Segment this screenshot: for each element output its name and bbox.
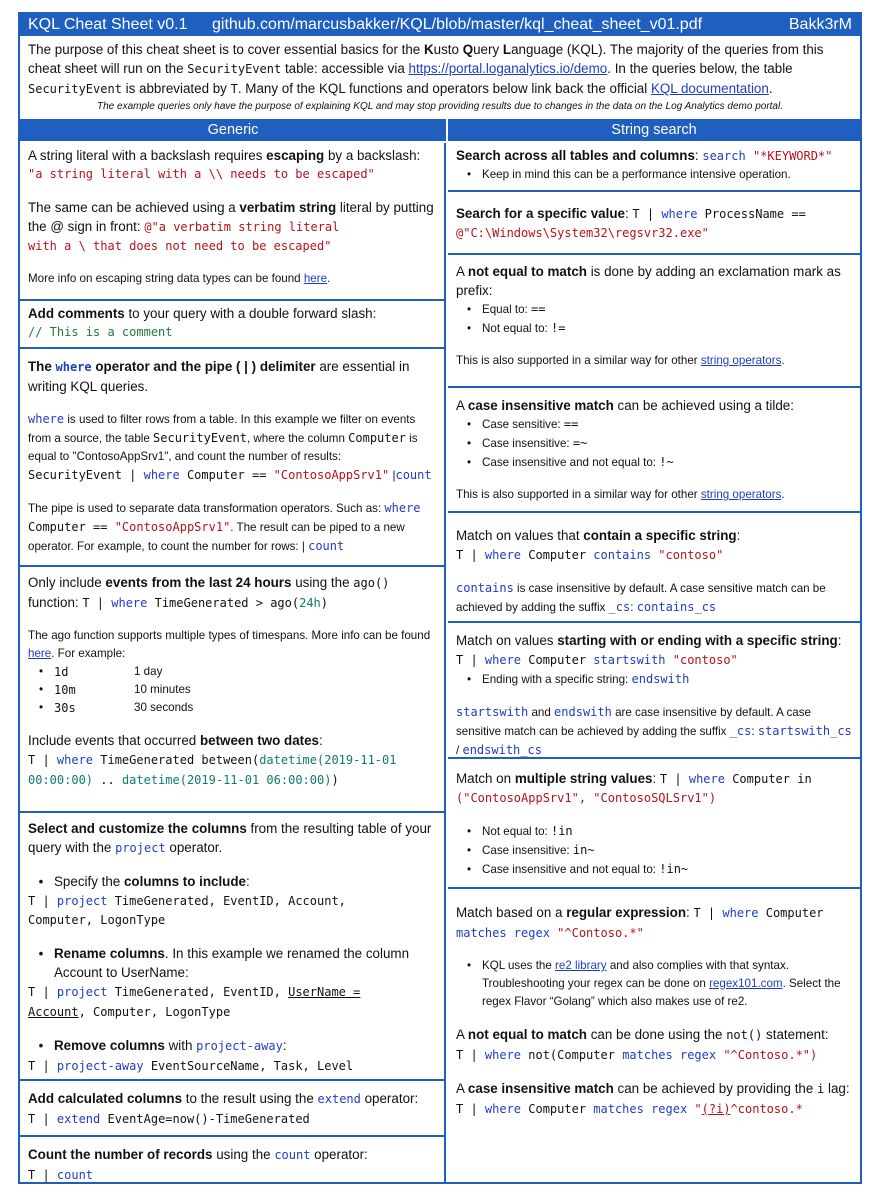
text-fragment: count (395, 468, 432, 482)
text-fragment: usto (433, 42, 463, 57)
text-fragment: . For example: (51, 647, 126, 660)
text-fragment: Computer == (28, 520, 115, 534)
text-fragment: EventAge=now()-TimeGenerated (100, 1112, 310, 1126)
text-fragment: table: accessible via (281, 61, 409, 76)
text-fragment: T | (456, 653, 485, 667)
escaping-info-link[interactable]: here (303, 272, 328, 285)
text-fragment: // This is a comment (28, 325, 173, 339)
text-fragment: can be done using the (586, 1027, 727, 1042)
text-fragment: multiple string values (514, 771, 653, 786)
text-fragment: where (111, 596, 148, 610)
text-fragment: K (423, 42, 434, 57)
text-fragment: Specify the (54, 874, 124, 889)
text-fragment: TimeGenerated > ago( (147, 596, 300, 610)
text-fragment: matches regex (456, 926, 550, 940)
string-search-column (448, 143, 860, 1182)
text-fragment: Case insensitive: (482, 437, 573, 450)
regex101-link[interactable]: regex101.com (709, 977, 783, 990)
text-fragment: Case insensitive and not equal to: (482, 863, 660, 876)
text-fragment: is abbreviated by (121, 81, 231, 96)
text-fragment: count (274, 1148, 311, 1162)
text-fragment: Select and customize the columns (28, 821, 247, 836)
text-fragment: : (624, 206, 633, 221)
text-fragment: Match on values (456, 633, 558, 648)
text-fragment: T | (693, 906, 723, 920)
text-fragment: Include events that occurred (28, 733, 200, 748)
escaping-section (20, 143, 444, 301)
text-fragment: project-away (56, 1059, 144, 1073)
text-fragment: between two dates (199, 733, 320, 748)
text-fragment: 00:00:00) (28, 773, 94, 787)
text-fragment: regular expression (566, 905, 687, 920)
text-fragment: T | (28, 894, 57, 908)
text-fragment: case insensitive match (467, 398, 614, 413)
text-fragment: A (456, 1027, 468, 1042)
text-fragment: T | (28, 1168, 57, 1182)
text-fragment: T | (28, 1059, 57, 1073)
text-fragment: A string literal with a backslash requires (28, 148, 267, 163)
text-fragment: A (456, 398, 468, 413)
text-fragment: in~ (572, 843, 595, 857)
text-fragment: : (686, 905, 694, 920)
text-fragment: Account (54, 965, 103, 980)
text-fragment: Computer (348, 431, 406, 445)
text-fragment: not equal to match (467, 264, 587, 279)
text-fragment: Count the number of records (28, 1147, 213, 1162)
timespan-info-link[interactable]: here (28, 647, 52, 660)
text-fragment: EventSourceName, Task, Level (143, 1059, 354, 1073)
text-fragment: to (102, 965, 121, 980)
text-fragment: The purpose of this cheat sheet is to cover essential basics for the (28, 42, 424, 57)
text-fragment: Search across all tables and columns (456, 148, 695, 163)
text-fragment: Computer in (724, 772, 812, 786)
string-operators-link[interactable]: string operators (700, 488, 782, 501)
text-fragment: escaping (266, 148, 325, 163)
startswith-section: Match on values starting with or ending with a specific string: T | where Computer startswith "contoso" • Ending with a specific string: endswith startswith and endswith are case insensitive by default. A case sensitive match can be achieved by adding the suffix _cs: startswith_cs / endswith_cs (448, 623, 860, 759)
disclaimer-note: The example queries only have the purpose of explaining KQL and may stop providing results due to changes in the data on the Log Analytics demo portal. (97, 101, 783, 112)
text-fragment: Computer (521, 653, 594, 667)
text-fragment: T | (28, 753, 57, 767)
text-fragment: 30s (54, 701, 76, 715)
text-fragment: "contoso" (651, 548, 724, 562)
text-fragment: can be achieved by providing the (613, 1081, 818, 1096)
text-fragment: Match on values that (456, 528, 584, 543)
text-fragment: where (484, 1102, 522, 1116)
text-fragment: extend (56, 1112, 101, 1126)
text-fragment: endswith (554, 705, 612, 719)
text-fragment: Remove columns (54, 1038, 165, 1053)
where-pipe-section (20, 349, 444, 567)
text-fragment: T | (456, 1048, 485, 1062)
text-fragment: . (781, 488, 785, 501)
text-fragment: from the resulting table of your query with the (28, 821, 432, 855)
text-fragment: , where the column (246, 432, 349, 445)
text-fragment: is used to filter rows from a table. In this example we filter on events from a source, the table (28, 413, 416, 445)
text-fragment: The ago function supports multiple types of timespans. More info can be found (28, 629, 431, 642)
extend-section (20, 1081, 444, 1137)
text-fragment: T | (82, 596, 112, 610)
text-fragment: " (687, 1102, 702, 1116)
text-fragment: where (143, 468, 180, 482)
text-fragment: "contoso" (665, 653, 738, 667)
text-fragment: by a backslash: (324, 148, 421, 163)
text-fragment: . The result can be piped to a new operator. For example, to count the number for rows: | (28, 521, 405, 553)
kql-documentation-link[interactable]: KQL documentation (650, 81, 769, 96)
text-fragment: Computer (521, 1102, 594, 1116)
text-fragment: (?i) (701, 1102, 731, 1116)
text-fragment: where (484, 653, 522, 667)
text-fragment: SecurityEvent (28, 82, 122, 96)
text-fragment: : (245, 874, 250, 889)
text-fragment: Computer == (179, 468, 274, 482)
text-fragment: statement: (762, 1027, 829, 1042)
comments-section (20, 301, 444, 349)
text-fragment: !in (550, 824, 573, 838)
text-fragment: / (456, 744, 460, 757)
text-fragment: Account (28, 1005, 79, 1019)
text-fragment: . (768, 81, 773, 96)
text-fragment: datetime(2019-11-01 (259, 753, 397, 767)
text-fragment: where (661, 207, 698, 221)
text-fragment: : (652, 771, 660, 786)
text-fragment: Computer (521, 548, 594, 562)
text-fragment: != (550, 321, 566, 335)
text-fragment: count (56, 1168, 94, 1182)
text-fragment: KQL uses the (482, 959, 556, 972)
text-fragment: _cs (729, 724, 752, 738)
text-fragment: lag: (824, 1081, 850, 1096)
text-fragment: is equal to "ContosoAppSrv1", and count the number of results: (28, 432, 418, 463)
text-fragment: project (115, 841, 166, 855)
text-fragment: TimeGenerated between( (93, 753, 260, 767)
text-fragment: . (781, 354, 785, 367)
text-fragment: contains (456, 581, 514, 595)
text-fragment: Case insensitive and not equal to: (482, 456, 660, 469)
text-fragment: SecurityEvent (153, 431, 247, 445)
timespan-item: • 30s 30 seconds (38, 701, 194, 715)
text-fragment: Q (462, 42, 474, 57)
text-fragment: . In this example we renamed the column (164, 946, 410, 961)
text-fragment: The same can be achieved using a (28, 200, 240, 215)
text-fragment: : (185, 965, 189, 980)
text-fragment: : (319, 733, 323, 748)
text-fragment: "a string literal with a \\ needs to be escaped" (28, 167, 375, 181)
text-fragment: is done by adding an exclamation mark as prefix: (456, 264, 841, 298)
text-fragment: uery (473, 42, 503, 57)
text-fragment: Ending with a specific string: (482, 673, 632, 686)
text-fragment: to your query with a double forward slash: (124, 306, 377, 321)
text-fragment: operator: (310, 1147, 368, 1162)
not-equal-section: A not equal to match is done by adding an exclamation mark as prefix: • Equal to: == • Not equal to: != This is also supported in a similar way for other string operators. (448, 255, 860, 388)
text-fragment: @"a verbatim string literal (144, 220, 340, 234)
text-fragment: Equal to: (482, 303, 531, 316)
text-fragment: . (327, 272, 331, 285)
text-fragment: where (688, 772, 725, 786)
text-fragment: : (837, 633, 842, 648)
text-fragment: Search for a specific value (456, 206, 625, 221)
text-fragment: where (56, 753, 94, 767)
text-fragment: TimeGenerated, EventID, Account, (107, 894, 346, 908)
title-bar (20, 14, 860, 36)
text-fragment: events from the last 24 hours (105, 575, 292, 590)
text-fragment: _cs (608, 600, 631, 614)
text-fragment: 24h (299, 596, 321, 610)
text-fragment: to the result using the (182, 1091, 318, 1106)
text-fragment: The (28, 359, 56, 374)
text-fragment: SecurityEvent | (28, 468, 144, 482)
text-fragment: | (389, 469, 396, 482)
text-fragment: anguage (KQL). The majority of the queries from this cheat sheet will run on the (28, 42, 824, 76)
text-fragment: . Select the regex Flavor “Golang” which also makes use of re2. (482, 977, 841, 1008)
text-fragment: Only include (28, 575, 106, 590)
text-fragment: The pipe is used to separate data transformation operators. Such as: (28, 502, 385, 515)
text-fragment: contains_cs (636, 600, 717, 614)
text-fragment: UserName = (288, 985, 361, 999)
text-fragment: with a \ that does not need to be escaped" (28, 239, 332, 253)
text-fragment: 30 seconds (134, 701, 194, 714)
text-fragment: : (736, 528, 741, 543)
text-fragment: not(Computer (521, 1048, 623, 1062)
text-fragment: : (694, 148, 703, 163)
text-fragment: startswith (456, 705, 529, 719)
text-fragment: Not equal to: (482, 825, 551, 838)
text-fragment: T | (632, 207, 662, 221)
text-fragment: and (528, 706, 555, 719)
text-fragment: . In the queries below, the table (607, 61, 793, 76)
text-fragment: where (722, 906, 759, 920)
text-fragment: with (164, 1038, 197, 1053)
text-fragment: extend (317, 1092, 361, 1106)
text-fragment: @"C:\Windows\System32\regsvr32.exe" (456, 226, 709, 240)
intro-paragraph (20, 36, 860, 119)
source-url[interactable]: github.com/marcusbakker/KQL/blob/master/kql_cheat_sheet_v01.pdf (212, 16, 703, 33)
text-fragment: matches regex (622, 1048, 717, 1062)
text-fragment: not() (726, 1028, 763, 1042)
text-fragment: ago() (353, 576, 390, 590)
text-fragment: operator and the pipe ( | ) delimiter (91, 359, 316, 374)
text-fragment: Add calculated columns (28, 1091, 183, 1106)
multiple-values-section: Match on multiple string values: T | where Computer in ("ContosoAppSrv1", "ContosoSQLSrv1") • Not equal to: !in • Case insensitive: in~ • Case insensitive and not equal to: !in~ (448, 759, 860, 889)
text-fragment: Computer, LogonType (28, 913, 166, 927)
text-fragment: where (384, 501, 421, 515)
text-fragment: SecurityEvent (187, 62, 282, 76)
text-fragment: datetime(2019-11-01 06:00:00) (121, 773, 332, 787)
text-fragment: where (484, 548, 522, 562)
text-fragment: function: (28, 595, 83, 610)
text-fragment: ^contoso.* (730, 1102, 803, 1116)
text-fragment: operator. (165, 840, 223, 855)
text-fragment: columns to include (123, 874, 246, 889)
contains-section (448, 513, 860, 623)
text-fragment: !~ (659, 455, 674, 469)
text-fragment: This is also supported in a similar way for other (456, 488, 701, 501)
text-fragment: Case sensitive: (482, 418, 564, 431)
text-fragment: "*KEYWORD*" (745, 149, 833, 163)
text-fragment: Computer (758, 906, 824, 920)
text-fragment: 10m (54, 683, 76, 697)
text-fragment: startswith_cs (757, 724, 852, 738)
regex-section: Match based on a regular expression: T | where Computer matches regex "^Contoso.*" • KQL uses the re2 library and also complies with that syntax. Troubleshooting your regex can be done on regex101.com. Select the regex Flavor “Golang” which also makes use of re2. A not equal to match can be done using the not() statement: T | where not(Computer matches regex "^Contoso.*") A case insensitive match can be achieved by providing the i lag: T | where Computer matches regex "(?i)^contoso.* (456, 905, 850, 1116)
text-fragment: contains (593, 548, 652, 562)
text-fragment: ("ContosoAppSrv1", "ContosoSQLSrv1") (456, 791, 717, 805)
text-fragment: using the (291, 575, 354, 590)
text-fragment: operator: (360, 1091, 419, 1106)
re2-library-link[interactable]: re2 library (555, 959, 607, 972)
text-fragment: ) (320, 596, 329, 610)
text-fragment: T | (28, 985, 57, 999)
cheat-sheet (18, 12, 862, 1184)
text-fragment: contain a specific string (583, 528, 737, 543)
text-fragment: == (531, 302, 546, 316)
text-fragment: !in~ (659, 862, 689, 876)
text-fragment: Not equal to: (482, 322, 551, 335)
text-fragment: : (751, 725, 758, 738)
text-fragment: A (456, 1081, 468, 1096)
generic-column (20, 143, 446, 1182)
text-fragment: : (282, 1038, 287, 1053)
text-fragment: Add comments (28, 306, 125, 321)
text-fragment: where (484, 1048, 522, 1062)
text-fragment: where (28, 412, 65, 426)
text-fragment: Case insensitive: (482, 844, 573, 857)
project-section: Select and customize the columns from the resulting table of your query with the project operator. • Specify the columns to include: T | project TimeGenerated, EventID, Account, Computer, LogonType • Rename columns. In this example we renamed the column Account to UserName: T | project TimeGenerated, EventID, UserName = Account, Computer, LogonType • Remove columns with project-away: T | project-away EventSourceName, Task, Level (20, 813, 444, 1081)
text-fragment: using the (212, 1147, 275, 1162)
text-fragment: "^Contoso.*" (549, 926, 644, 940)
ago-section (20, 567, 444, 813)
text-fragment: 1d (54, 665, 69, 679)
text-fragment: project-away (196, 1039, 283, 1053)
text-fragment: can be achieved using a tilde: (613, 398, 794, 413)
text-fragment: are case insensitive by default. A case sensitive match can be achieved by adding the suffix (456, 706, 811, 738)
text-fragment: A (456, 264, 468, 279)
timespan-item: • 10m 10 minutes (38, 683, 191, 697)
text-fragment: count (308, 539, 345, 553)
specific-value-section (448, 192, 860, 255)
text-fragment: project (56, 894, 108, 908)
text-fragment: TimeGenerated, EventID, (107, 985, 289, 999)
text-fragment: i (817, 1082, 825, 1096)
string-search-header: String search (448, 119, 860, 141)
text-fragment: ) (331, 773, 339, 787)
text-fragment: . Many of the KQL functions and operators below link back the official (237, 81, 651, 96)
text-fragment: 1 day (134, 665, 163, 678)
text-fragment: is case insensitive by default. A case sensitive match can be achieved by adding the suffix (456, 582, 826, 614)
text-fragment: project (56, 985, 108, 999)
text-fragment: are essential in writing KQL queries. (28, 359, 410, 394)
text-fragment: .. (93, 773, 122, 787)
text-fragment: Keep in mind this can be a performance intensive operation. (482, 168, 791, 181)
text-fragment: , Computer, LogonType (78, 1005, 231, 1019)
text-fragment: UserName (121, 965, 185, 980)
generic-header: Generic (20, 119, 446, 141)
text-fragment: T | (456, 1102, 485, 1116)
demo-portal-link[interactable]: https://portal.loganalytics.io/demo (408, 61, 608, 76)
text-fragment: and also complies with that syntax. Troubleshooting your regex can be done on (482, 959, 789, 990)
author: Bakk3rM (788, 16, 852, 33)
text-fragment: search (702, 149, 746, 163)
text-fragment: endswith (631, 672, 690, 686)
text-fragment: case insensitive match (467, 1081, 614, 1096)
text-fragment: Match based on a (456, 905, 567, 920)
text-fragment: T | (456, 548, 485, 562)
text-fragment: T (230, 82, 238, 96)
text-fragment: L (502, 42, 512, 57)
text-fragment: startswith (593, 653, 666, 667)
text-fragment: literal by putting the @ sign in front: (28, 200, 434, 234)
sheet-title: KQL Cheat Sheet v0.1 (28, 16, 188, 33)
text-fragment: : (630, 601, 637, 614)
text-fragment: "ContosoAppSrv1" (273, 468, 390, 482)
string-operators-link[interactable]: string operators (700, 354, 782, 367)
timespan-item: • 1d 1 day (38, 665, 163, 679)
text-fragment: T | (28, 1112, 57, 1126)
text-fragment: More info on escaping string data types can be found (28, 272, 304, 285)
text-fragment: ProcessName == (697, 207, 806, 221)
text-fragment: This is also supported in a similar way for other (456, 354, 701, 367)
text-fragment: "ContosoAppSrv1" (114, 520, 231, 534)
search-all-section: Search across all tables and columns: search "*KEYWORD*" • Keep in mind this can be a performance intensive operation. (448, 143, 860, 192)
text-fragment: 10 minutes (134, 683, 191, 696)
text-fragment: where (55, 360, 92, 374)
text-fragment: Match on (456, 771, 515, 786)
text-fragment: endswith_cs (462, 743, 542, 757)
text-fragment: matches regex (593, 1102, 688, 1116)
text-fragment: "^Contoso.*") (716, 1048, 818, 1062)
count-section (20, 1137, 444, 1182)
text-fragment: verbatim string (239, 200, 337, 215)
text-fragment: not equal to match (467, 1027, 587, 1042)
text-fragment: =~ (572, 436, 588, 450)
text-fragment: Rename columns (54, 946, 165, 961)
case-insensitive-section: A case insensitive match can be achieved using a tilde: • Case sensitive: == • Case insensitive: =~ • Case insensitive and not equal to: !~ This is also supported in a similar way for other string operators. (448, 388, 860, 513)
text-fragment: starting with or ending with a specific string (557, 633, 838, 648)
text-fragment: == (563, 417, 579, 431)
text-fragment: T | (659, 772, 689, 786)
